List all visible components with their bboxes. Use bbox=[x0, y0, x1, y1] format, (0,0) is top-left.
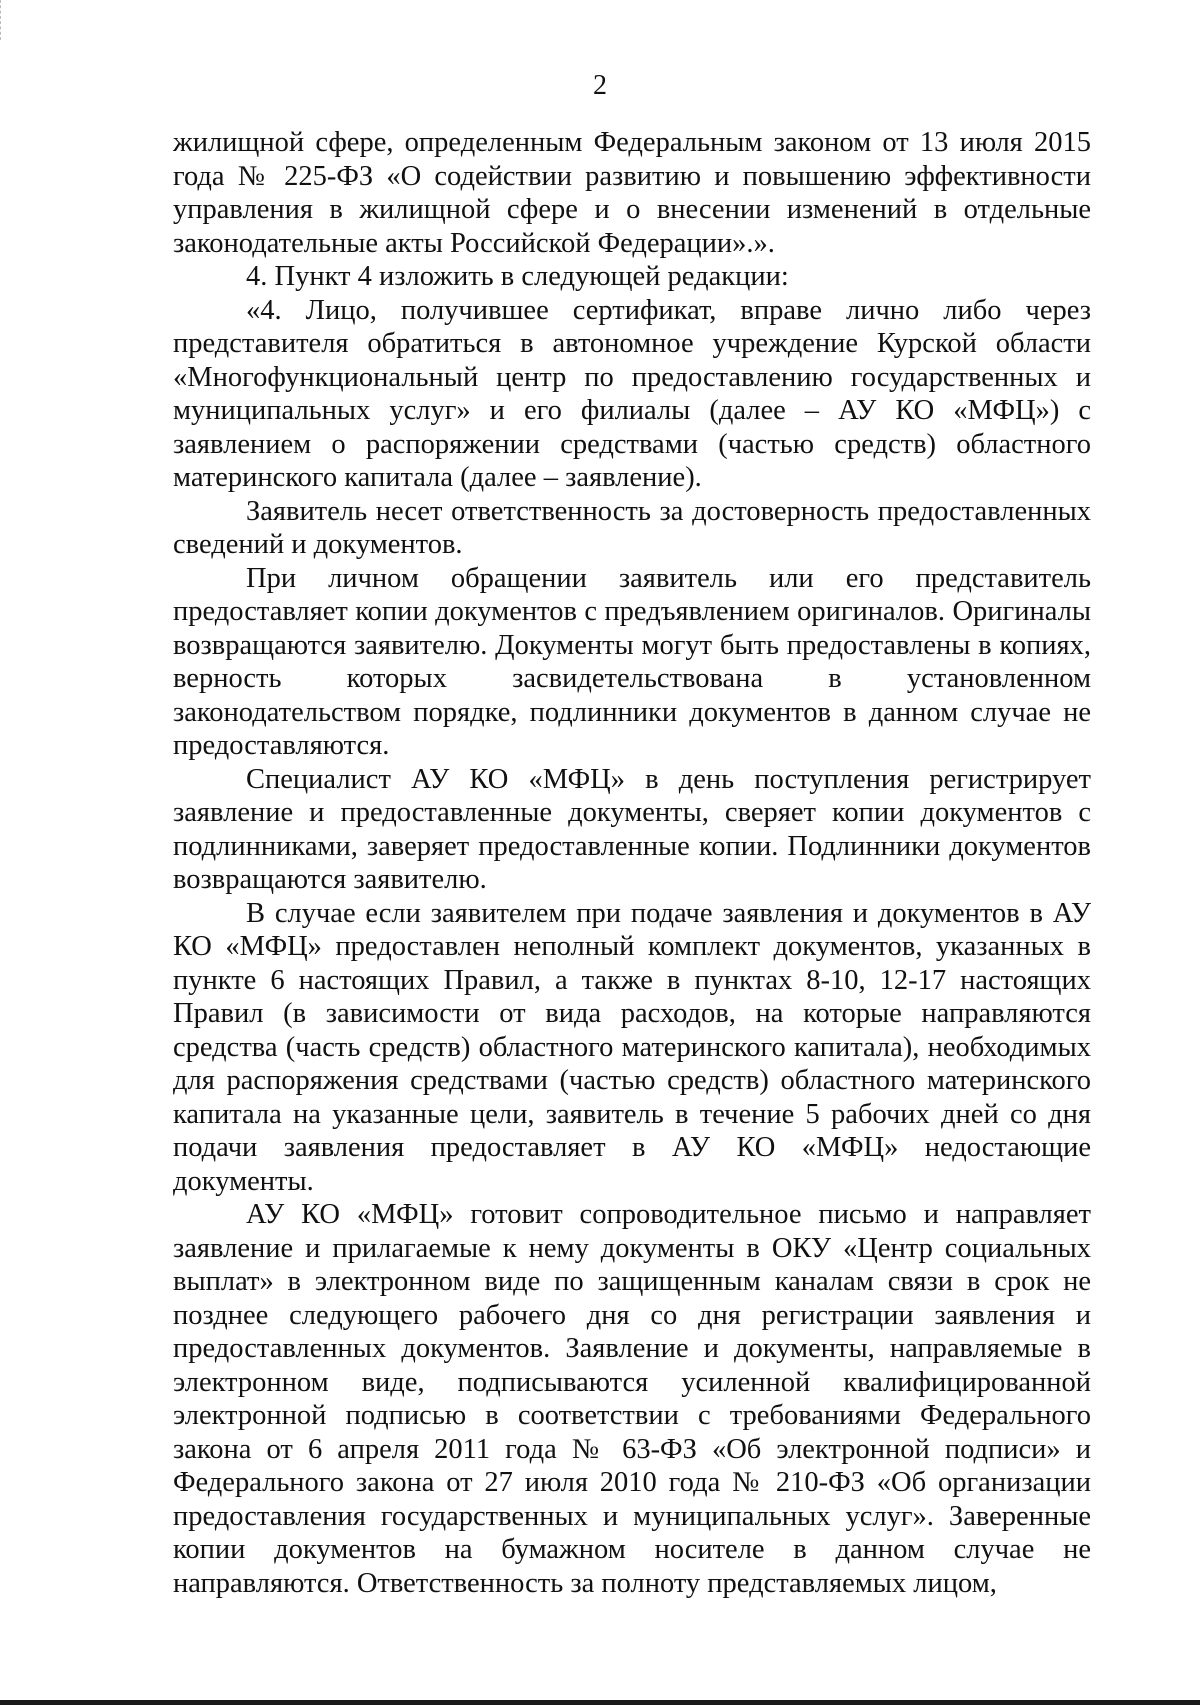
scan-left-edge bbox=[0, 0, 3, 40]
document-body bbox=[173, 126, 1091, 1600]
paragraph-applicant-responsibility: Заявитель несет ответственность за достоверность предоставленных сведений и документов. bbox=[173, 495, 1091, 560]
scan-bottom-edge bbox=[0, 1700, 1200, 1705]
paragraph-continuation: жилищной сфере, определенным Федеральным законом от 13 июля 2015 года № 225-ФЗ «О содействии развитию и повышению эффективности управления в жилищной сфере и о внесении изменений в отдельные законодательные акты Российской Федерации».». bbox=[173, 127, 1091, 259]
paragraph-specialist-registration: Специалист АУ КО «МФЦ» в день поступления регистрирует заявление и предоставленные документы, сверяет копии документов с подлинниками, заверяет предоставленные копии. Подлинники документов возвращаются заявителю. bbox=[173, 763, 1091, 895]
paragraph-new-clause-4: «4. Лицо, получившее сертификат, вправе лично либо через представителя обратиться в автономное учреждение Курской области «Многофункциональный центр по предоставлению государственных и муниципальных услуг» и его филиалы (далее – АУ КО «МФЦ») с заявлением о распоряжении средствами (частью средств) областного материнского капитала (далее – заявление). bbox=[173, 294, 1091, 493]
page-number: 2 bbox=[593, 70, 607, 101]
paragraph-forwarding-documents: АУ КО «МФЦ» готовит сопроводительное письмо и направляет заявление и прилагаемые к нему документы в ОКУ «Центр социальных выплат» в электронном виде по защищенным каналам связи в срок не позднее следующего рабочего дня со дня регистрации заявления и предоставленных документов. Заявление и документы, направляемые в электронном виде, подписываются усиленной квалифицированной электронной подписью в соответствии с требованиями Федерального закона от 6 апреля 2011 года № 63-ФЗ «Об электронной подписи» и Федерального закона от 27 июля 2010 года № 210-ФЗ «Об организации предоставления государственных и муниципальных услуг». Заверенные копии документов на бумажном носителе в данном случае не направляются. Ответственность за полноту представляемых лицом, bbox=[173, 1199, 1091, 1599]
paragraph-personal-visit: При личном обращении заявитель или его представитель предоставляет копии документов с предъявлением оригиналов. Оригиналы возвращаются заявителю. Документы могут быть предоставлены в копиях, верность которых засвидетельствована в установленном законодательством порядке, подлинники документов в данном случае не предоставляются. bbox=[173, 562, 1091, 761]
paragraph-amendment-item-4: 4. Пункт 4 изложить в следующей редакции: bbox=[246, 261, 789, 292]
paragraph-incomplete-documents: В случае если заявителем при подаче заявления и документов в АУ КО «МФЦ» предоставлен неполный комплект документов, указанных в пункте 6 настоящих Правил, а также в пунктах 8-10, 12-17 настоящих Правил (в зависимости от вида расходов, на которые направляются средства (часть средств) областного материнского капитала), необходимых для распоряжения средствами (частью средств) областного материнского капитала на указанные цели, заявитель в течение 5 рабочих дней со дня подачи заявления предоставляет в АУ КО «МФЦ» недостающие документы. bbox=[173, 897, 1091, 1197]
